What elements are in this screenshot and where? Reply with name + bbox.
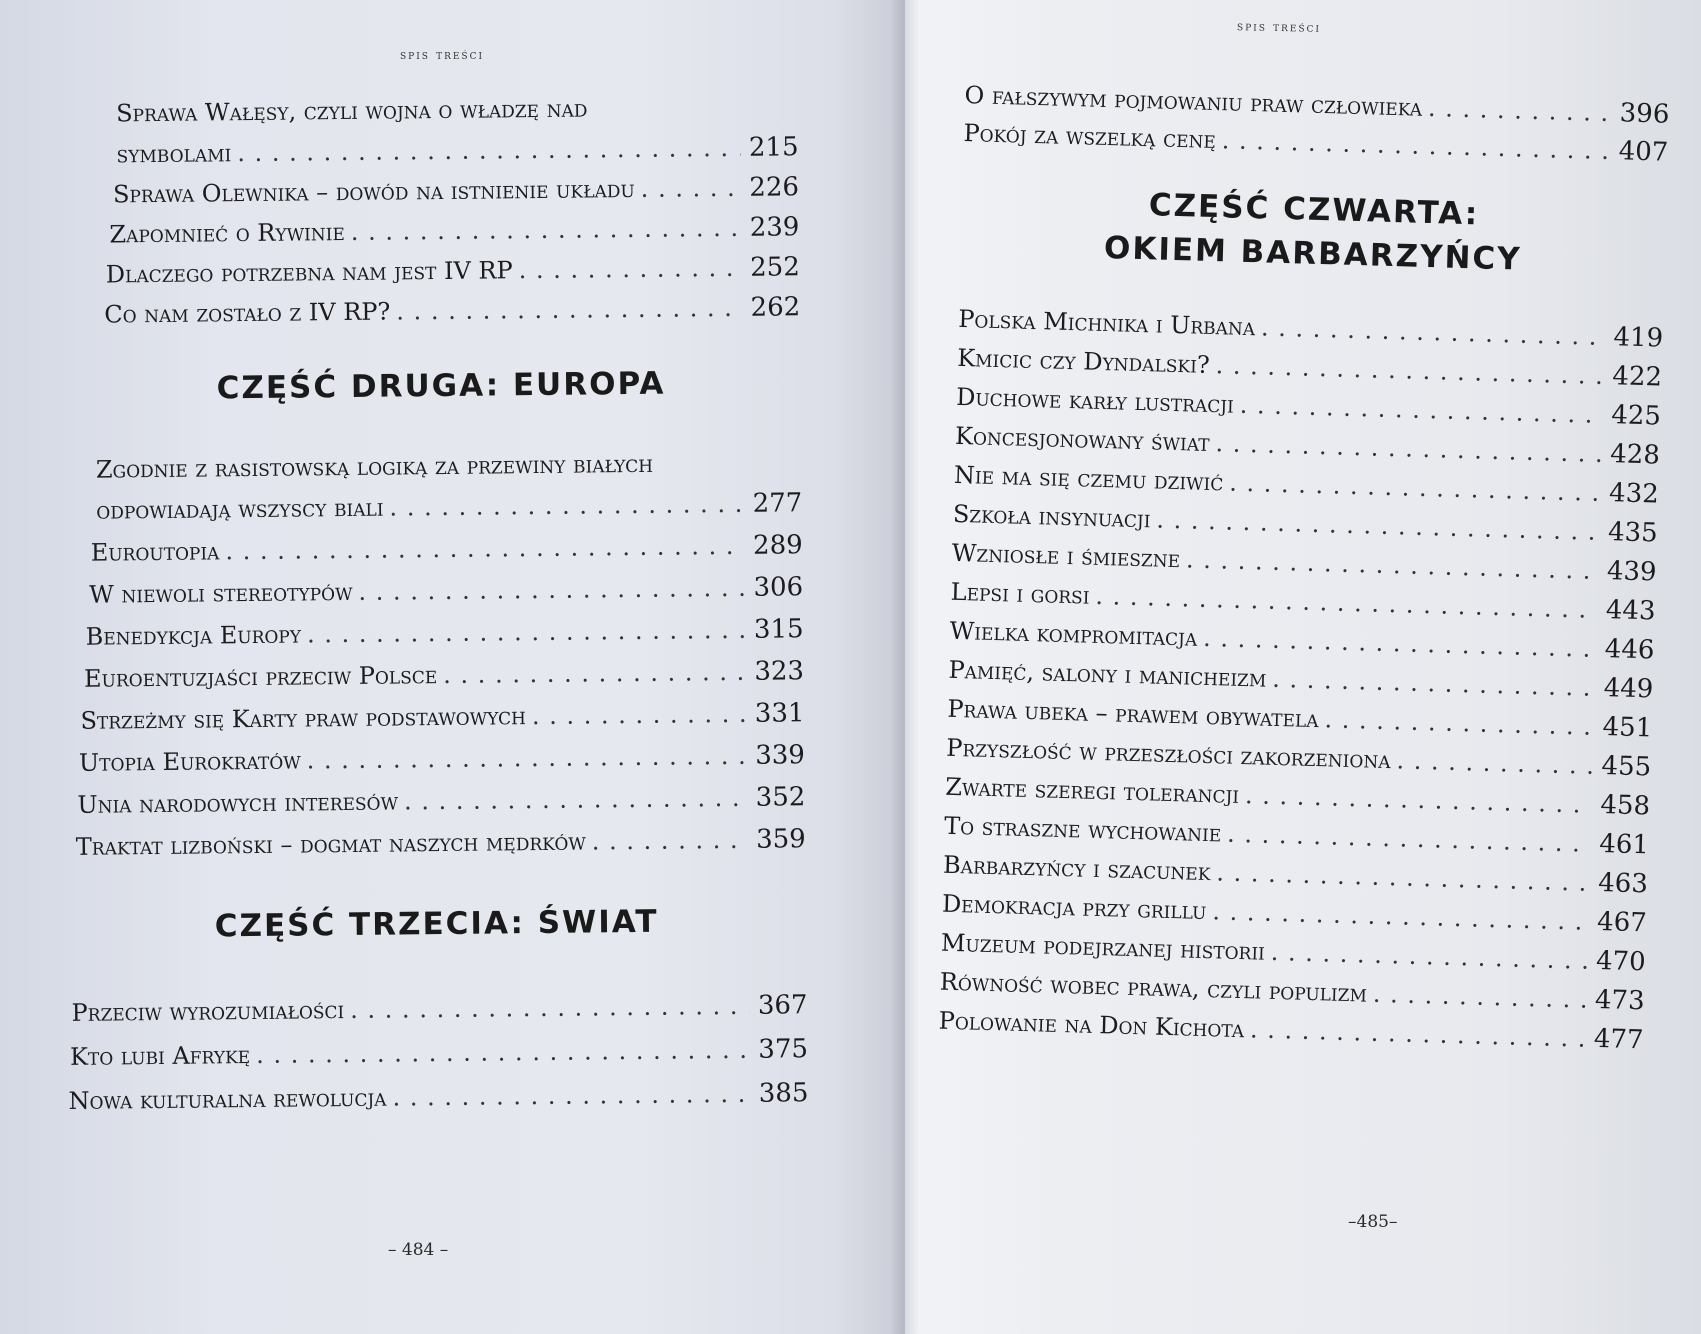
dot-leader <box>1212 899 1589 934</box>
dot-leader <box>1215 431 1602 466</box>
toc-entry-page: 449 <box>1603 673 1654 705</box>
toc-entry <box>955 423 1660 469</box>
toc-entry <box>96 448 803 523</box>
toc-entry-page: 306 <box>753 572 804 603</box>
dot-leader <box>1215 353 1604 388</box>
toc-entry-title: Sprawa Olewnika – dowód na istnienie układu <box>112 174 635 209</box>
left-toc-block <box>58 92 809 1114</box>
toc-entry-page: 262 <box>750 292 801 323</box>
toc-entry-title: Duchowe karły lustracji <box>955 382 1235 419</box>
toc-entry-page: 331 <box>754 698 805 729</box>
toc-entry-page: 367 <box>757 990 808 1021</box>
toc-entry <box>957 345 1662 391</box>
toc-entry-title: Wzniosłe i śmieszne <box>951 538 1181 574</box>
dot-leader <box>592 828 749 854</box>
dot-leader <box>1271 940 1589 973</box>
dot-leader <box>1245 783 1593 817</box>
section-title-line1: CZĘŚĆ CZWARTA: <box>1148 187 1480 233</box>
toc-entry <box>941 930 1646 976</box>
toc-entry-title: Równość wobec prawa, czyli populizm <box>939 967 1368 1008</box>
dot-leader <box>307 618 746 647</box>
toc-entry <box>948 657 1653 703</box>
toc-entry <box>947 696 1652 742</box>
toc-entry <box>949 618 1654 664</box>
dot-leader <box>1222 128 1612 163</box>
toc-entry <box>85 616 803 650</box>
dot-leader <box>392 1082 751 1110</box>
toc-entry <box>113 174 799 207</box>
toc-entry-title: Demokracja przy grillu <box>941 889 1207 926</box>
section-title-line2: OKIEM BARBARZYŃCY <box>1103 229 1523 278</box>
toc-entry-title: Zapomnieć o Rywinie <box>109 218 345 249</box>
dot-leader <box>1095 584 1598 622</box>
dot-leader <box>1186 547 1600 583</box>
toc-entry-title: Wielka kompromitacja <box>949 616 1198 652</box>
dot-leader <box>1272 667 1596 700</box>
toc-entry-title: W niewoli stereotypów <box>89 577 353 609</box>
dot-leader <box>519 256 743 282</box>
dot-leader <box>1428 96 1612 125</box>
toc-entry-title: Barbarzyńcy i szacunek <box>942 850 1211 887</box>
toc-entry-page: 463 <box>1597 867 1649 900</box>
toc-entry-title: Prawa ubeka – prawem obywatela <box>947 694 1319 734</box>
dot-leader <box>1229 471 1601 505</box>
toc-entry-title: Benedykcja Europy <box>85 620 302 651</box>
toc-entry-title: Polska Michnika i Urbana <box>957 304 1256 342</box>
toc-entry-title: Euroentuzjaści przeciw Polsce <box>83 661 438 693</box>
toc-entry <box>109 214 799 247</box>
toc-entry <box>946 735 1651 781</box>
toc-entry-page: 375 <box>758 1034 809 1065</box>
section-title: CZĘŚĆ DRUGA: EUROPA <box>216 365 666 407</box>
toc-entry-page: 435 <box>1607 517 1659 549</box>
dot-leader <box>1216 860 1590 894</box>
toc-entry-title: Nowa kulturalna rewolucja <box>68 1083 387 1115</box>
dot-leader <box>1156 508 1600 544</box>
right-page-number: –485– <box>1348 1212 1398 1232</box>
toc-entry <box>70 1036 808 1070</box>
dot-leader <box>1261 315 1606 349</box>
toc-entry-page: 315 <box>753 614 804 645</box>
toc-entry-page: 226 <box>749 172 800 203</box>
dot-leader <box>351 216 742 244</box>
toc-entry-title: Strzeżmy się Karty praw podstawowych <box>80 702 527 735</box>
toc-entry-title: Muzeum podejrzanej historii <box>940 928 1266 966</box>
toc-entry <box>77 784 805 818</box>
dot-leader <box>1373 982 1588 1012</box>
book-gutter <box>890 0 920 1334</box>
toc-entry-page: 443 <box>1605 595 1656 627</box>
dot-leader <box>641 176 742 201</box>
toc-entry-page: 407 <box>1618 136 1669 168</box>
toc-entry-title: Zwarte szeregi tolerancji <box>944 772 1240 809</box>
toc-entry-page: 477 <box>1593 1023 1644 1056</box>
right-toc-block <box>938 81 1670 1056</box>
toc-entry-page: 461 <box>1598 829 1650 861</box>
toc-entry-page: 396 <box>1619 98 1670 130</box>
toc-entry-page: 359 <box>755 824 806 855</box>
right-running-head: spis treści <box>1236 19 1322 36</box>
toc-entry-title: odpowiadają wszyscy biali <box>96 493 384 525</box>
dot-leader <box>256 1038 750 1067</box>
toc-entry-page: 419 <box>1613 322 1664 354</box>
toc-entry <box>106 254 800 287</box>
dot-leader <box>389 492 744 520</box>
dot-leader <box>1324 707 1595 739</box>
toc-entry <box>89 574 803 607</box>
toc-entry-title: Dlaczego potrzebna nam jest IV RP <box>105 256 513 289</box>
dot-leader <box>532 702 747 728</box>
toc-entry <box>76 826 806 860</box>
toc-entry <box>940 969 1645 1015</box>
toc-entry <box>104 294 800 327</box>
toc-entry-page: 215 <box>748 132 799 163</box>
toc-entry <box>958 306 1663 352</box>
toc-entry-page: 467 <box>1596 906 1648 939</box>
toc-entry-title: Szkoła insynuacji <box>952 499 1151 534</box>
toc-entry <box>954 462 1659 508</box>
toc-entry-page: 473 <box>1594 984 1646 1017</box>
toc-entry-title: Przeciw wyrozumiałości <box>71 996 345 1027</box>
toc-entry-title-line1: Sprawa Wałęsy, czyli wojna o władzę nad <box>115 94 588 128</box>
toc-entry-title-line1: Zgodnie z rasistowską logiką za przewiny białych <box>95 449 654 484</box>
toc-entry-page: 352 <box>755 782 806 813</box>
toc-entry-title: Euroutopia <box>90 537 220 567</box>
toc-entry-page: 289 <box>752 530 803 561</box>
toc-entry <box>956 384 1661 430</box>
toc-entry <box>951 540 1656 586</box>
dot-leader <box>1396 748 1594 777</box>
toc-entry <box>944 813 1649 859</box>
toc-entry-page: 323 <box>754 656 805 687</box>
toc-entry-page: 446 <box>1604 634 1655 666</box>
section-title: CZĘŚĆ TRZECIA: ŚWIAT <box>214 903 659 945</box>
dot-leader <box>1240 393 1604 427</box>
toc-entry-page: 432 <box>1608 478 1660 510</box>
toc-entry-page: 277 <box>752 488 803 519</box>
toc-entry <box>943 852 1648 898</box>
toc-entry-page: 252 <box>749 252 800 283</box>
toc-entry <box>953 501 1658 547</box>
toc-entry-page: 339 <box>755 740 806 771</box>
toc-entry-title: Unia narodowych interesów <box>77 787 399 819</box>
toc-entry-title: Koncesjonowany świat <box>954 421 1210 457</box>
toc-entry <box>116 92 799 167</box>
dot-leader <box>1227 822 1592 856</box>
toc-entry-title: Kmicic czy Dyndalski? <box>956 343 1211 379</box>
toc-entry-title: Polowanie na Don Kichota <box>938 1006 1245 1044</box>
dot-leader <box>237 136 741 165</box>
dot-leader <box>443 660 746 687</box>
dot-leader <box>1203 626 1597 661</box>
dot-leader <box>307 744 748 773</box>
toc-entry <box>950 579 1655 625</box>
dot-leader <box>350 994 750 1022</box>
toc-entry-page: 239 <box>749 212 800 243</box>
toc-entry-title: symbolami <box>116 139 232 169</box>
toc-entry-page: 458 <box>1600 790 1651 822</box>
dot-leader <box>396 296 742 324</box>
toc-entry <box>79 742 805 776</box>
toc-entry <box>71 992 807 1026</box>
toc-entry-title: Przyszłość w przeszłości zakorzeniona <box>946 733 1391 775</box>
toc-entry-page: 455 <box>1601 751 1652 783</box>
left-running-head: spis treści <box>400 48 485 63</box>
dot-leader <box>225 534 745 563</box>
toc-entry-title: O fałszywym pojmowaniu praw człowieka <box>964 81 1423 122</box>
toc-entry-title: Pamięć, salony i manicheizm <box>948 655 1267 693</box>
toc-entry-page: 451 <box>1602 712 1653 744</box>
toc-entry-title: To straszne wychowanie <box>943 811 1222 848</box>
left-page-number: – 484 – <box>388 1240 449 1260</box>
toc-entry-title: Pokój za wszelką cenę <box>963 118 1217 155</box>
toc-entry <box>945 774 1650 820</box>
toc-entry-page: 439 <box>1606 556 1657 588</box>
toc-entry-page: 422 <box>1611 361 1663 393</box>
toc-entry-page: 428 <box>1609 439 1661 471</box>
toc-entry-title: Traktat lizboński – dogmat naszych mędrków <box>75 827 586 861</box>
toc-entry <box>84 658 804 692</box>
toc-entry-page: 425 <box>1610 400 1662 432</box>
toc-entry <box>942 891 1647 937</box>
toc-entry-title: Kto lubi Afrykę <box>69 1041 251 1071</box>
toc-entry-page: 385 <box>758 1078 809 1109</box>
toc-entry <box>80 700 804 734</box>
toc-entry <box>963 120 1668 166</box>
toc-entry <box>91 532 803 565</box>
toc-entry-title: Utopia Eurokratów <box>78 746 301 777</box>
toc-entry-title: Lepsi i gorsi <box>950 577 1090 610</box>
dot-leader <box>404 786 748 814</box>
toc-entry-title: Co nam zostało z IV RP? <box>104 297 391 329</box>
toc-entry-title: Nie ma się czemu dziwić <box>953 460 1224 497</box>
dot-leader <box>358 576 745 604</box>
toc-entry-page: 470 <box>1595 945 1647 978</box>
